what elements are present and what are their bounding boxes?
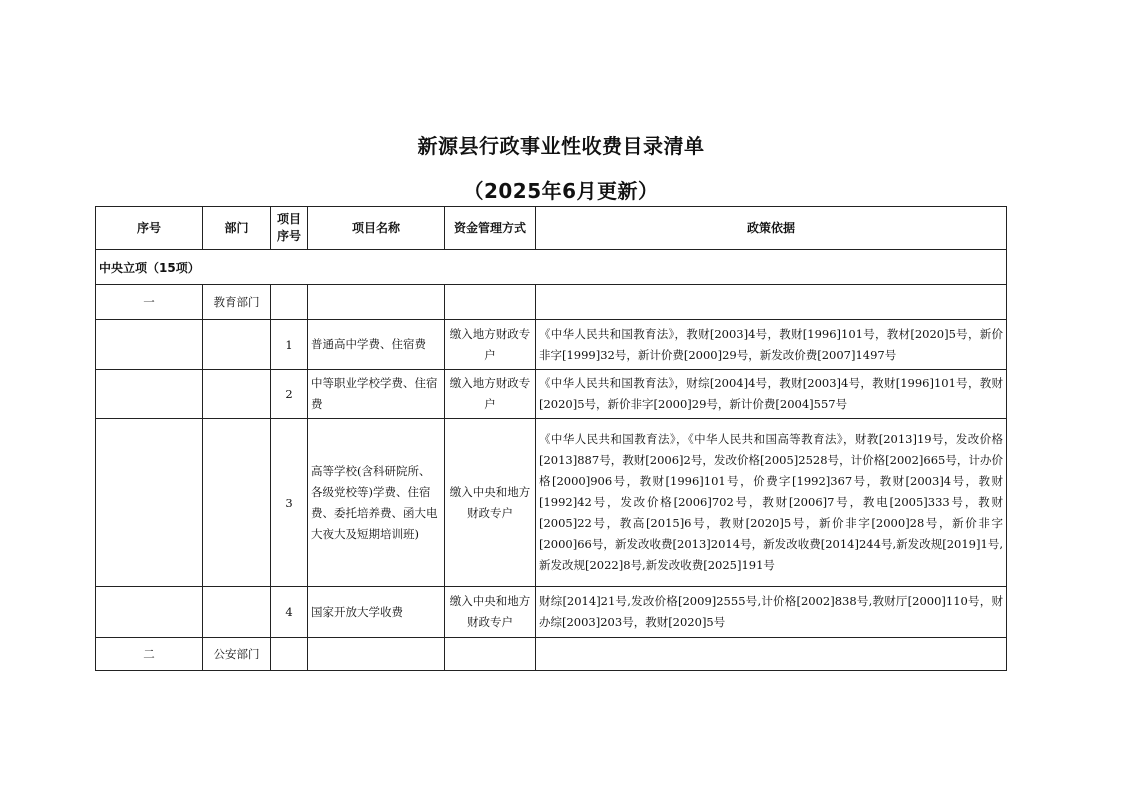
dept-row bbox=[96, 638, 1007, 671]
header-dept: 部门 bbox=[203, 207, 271, 250]
section-central-label: 中央立项（15项） bbox=[96, 250, 1007, 285]
header-fund-mgmt: 资金管理方式 bbox=[445, 207, 536, 250]
item-number: 1 bbox=[271, 320, 308, 370]
table-row bbox=[96, 320, 1007, 370]
document-subtitle: （2025年6月更新） bbox=[463, 179, 659, 203]
item-number: 4 bbox=[271, 587, 308, 638]
dept-seq: 二 bbox=[96, 638, 203, 671]
item-policy-basis: 《中华人民共和国教育法》，教财[2003]4号，教财[1996]101号，教材[2020]5号，新价非字[1999]32号，新计价费[2000]29号，新发改价费[2007]1497号 bbox=[536, 320, 1007, 370]
table-row bbox=[96, 587, 1007, 638]
item-name: 中等职业学校学费、住宿费 bbox=[308, 370, 445, 419]
table-row bbox=[96, 419, 1007, 587]
item-fund-mgmt: 缴入地方财政专户 bbox=[445, 320, 536, 370]
fee-catalog-table bbox=[95, 206, 1007, 671]
item-fund-mgmt: 缴入中央和地方财政专户 bbox=[445, 587, 536, 638]
header-item-seq: 项目序号 bbox=[271, 207, 308, 250]
header-policy: 政策依据 bbox=[536, 207, 1007, 250]
item-fund-mgmt: 缴入地方财政专户 bbox=[445, 370, 536, 419]
header-seq: 序号 bbox=[96, 207, 203, 250]
header-item-name: 项目名称 bbox=[308, 207, 445, 250]
item-policy-basis: 《中华人民共和国教育法》，《中华人民共和国高等教育法》，财教[2013]19号，发改价格[2013]887号，教财[2006]2号，发改价格[2005]2528号，计价格[2002]665号，计办价格[2000]906号，教财[1996]101号，价费字[1992]367号，教财[2003]4号，教财[1992]42号，发改价格[2006]702号，教财[2006]7号，教电[2005]333号，教财[2005]22号，教高[2015]6号，教财[2020]5号，新价非字[2000]28号，新价非字[2000]66号，新发改收费[2013]2014号，新发改收费[2014]244号,新发改规[2019]1号,新发改规[2022]8号,新发改收费[2025]191号 bbox=[536, 419, 1007, 587]
item-number: 3 bbox=[271, 419, 308, 587]
dept-seq: 一 bbox=[96, 285, 203, 320]
table-row bbox=[96, 370, 1007, 419]
item-policy-basis: 《中华人民共和国教育法》，财综[2004]4号，教财[2003]4号，教财[1996]101号，教财[2020]5号，新价非字[2000]29号，新计价费[2004]557号 bbox=[536, 370, 1007, 419]
dept-name: 教育部门 bbox=[203, 285, 271, 320]
table-header-row bbox=[96, 207, 1007, 250]
item-policy-basis: 财综[2014]21号,发改价格[2009]2555号,计价格[2002]838号,教财厅[2000]110号，财办综[2003]203号，教财[2020]5号 bbox=[536, 587, 1007, 638]
section-row bbox=[96, 250, 1007, 285]
item-fund-mgmt: 缴入中央和地方财政专户 bbox=[445, 419, 536, 587]
item-name: 高等学校(含科研院所、各级党校等)学费、住宿费、委托培养费、函大电大夜大及短期培训班) bbox=[308, 419, 445, 587]
dept-name: 公安部门 bbox=[203, 638, 271, 671]
dept-row bbox=[96, 285, 1007, 320]
item-number: 2 bbox=[271, 370, 308, 419]
item-name: 普通高中学费、住宿费 bbox=[308, 320, 445, 370]
item-name: 国家开放大学收费 bbox=[308, 587, 445, 638]
document-title: 新源县行政事业性收费目录清单 bbox=[417, 134, 705, 158]
